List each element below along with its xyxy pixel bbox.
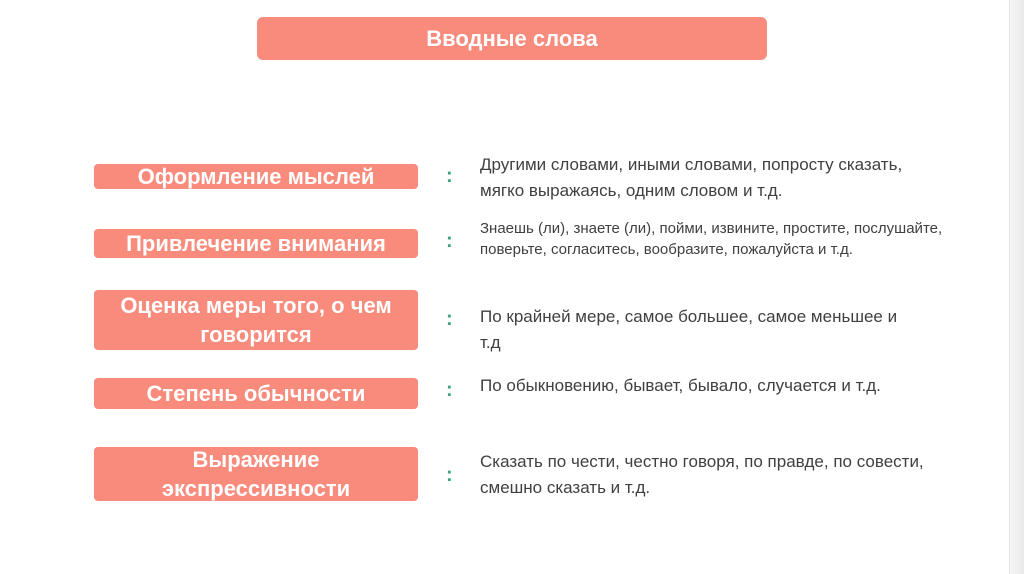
separator-colon: : <box>446 308 453 330</box>
separator-colon: : <box>446 379 453 401</box>
separator-colon: : <box>446 165 453 187</box>
separator-colon: : <box>446 464 453 486</box>
slide-title: Вводные слова <box>257 17 767 60</box>
slide-edge-scrollbar <box>1009 0 1024 574</box>
category-label-expressiveness: Выражение экспрессивности <box>94 447 418 501</box>
category-label-measure: Оценка меры того, о чем говорится <box>94 290 418 350</box>
category-label-usualness: Степень обычности <box>94 378 418 409</box>
category-label-attention: Привлечение внимания <box>94 229 418 258</box>
description-usualness: По обыкновению, бывает, бывало, случается и т.д. <box>480 376 881 395</box>
category-label-thoughts: Оформление мыслей <box>94 164 418 189</box>
description-thoughts: Другими словами, иными словами, попросту сказать, мягко выражаясь, одним словом и т.д. <box>480 155 903 200</box>
description-measure: По крайней мере, самое большее, самое меньшее и т.д <box>480 307 898 352</box>
separator-colon: : <box>446 230 453 252</box>
description-expressiveness: Сказать по чести, честно говоря, по правде, по совести, смешно сказать и т.д. <box>480 452 924 497</box>
description-attention: Знаешь (ли), знаете (ли), пойми, извините, простите, послушайте, поверьте, согласитесь, вообразите, пожалуйста и т.д. <box>480 220 943 258</box>
